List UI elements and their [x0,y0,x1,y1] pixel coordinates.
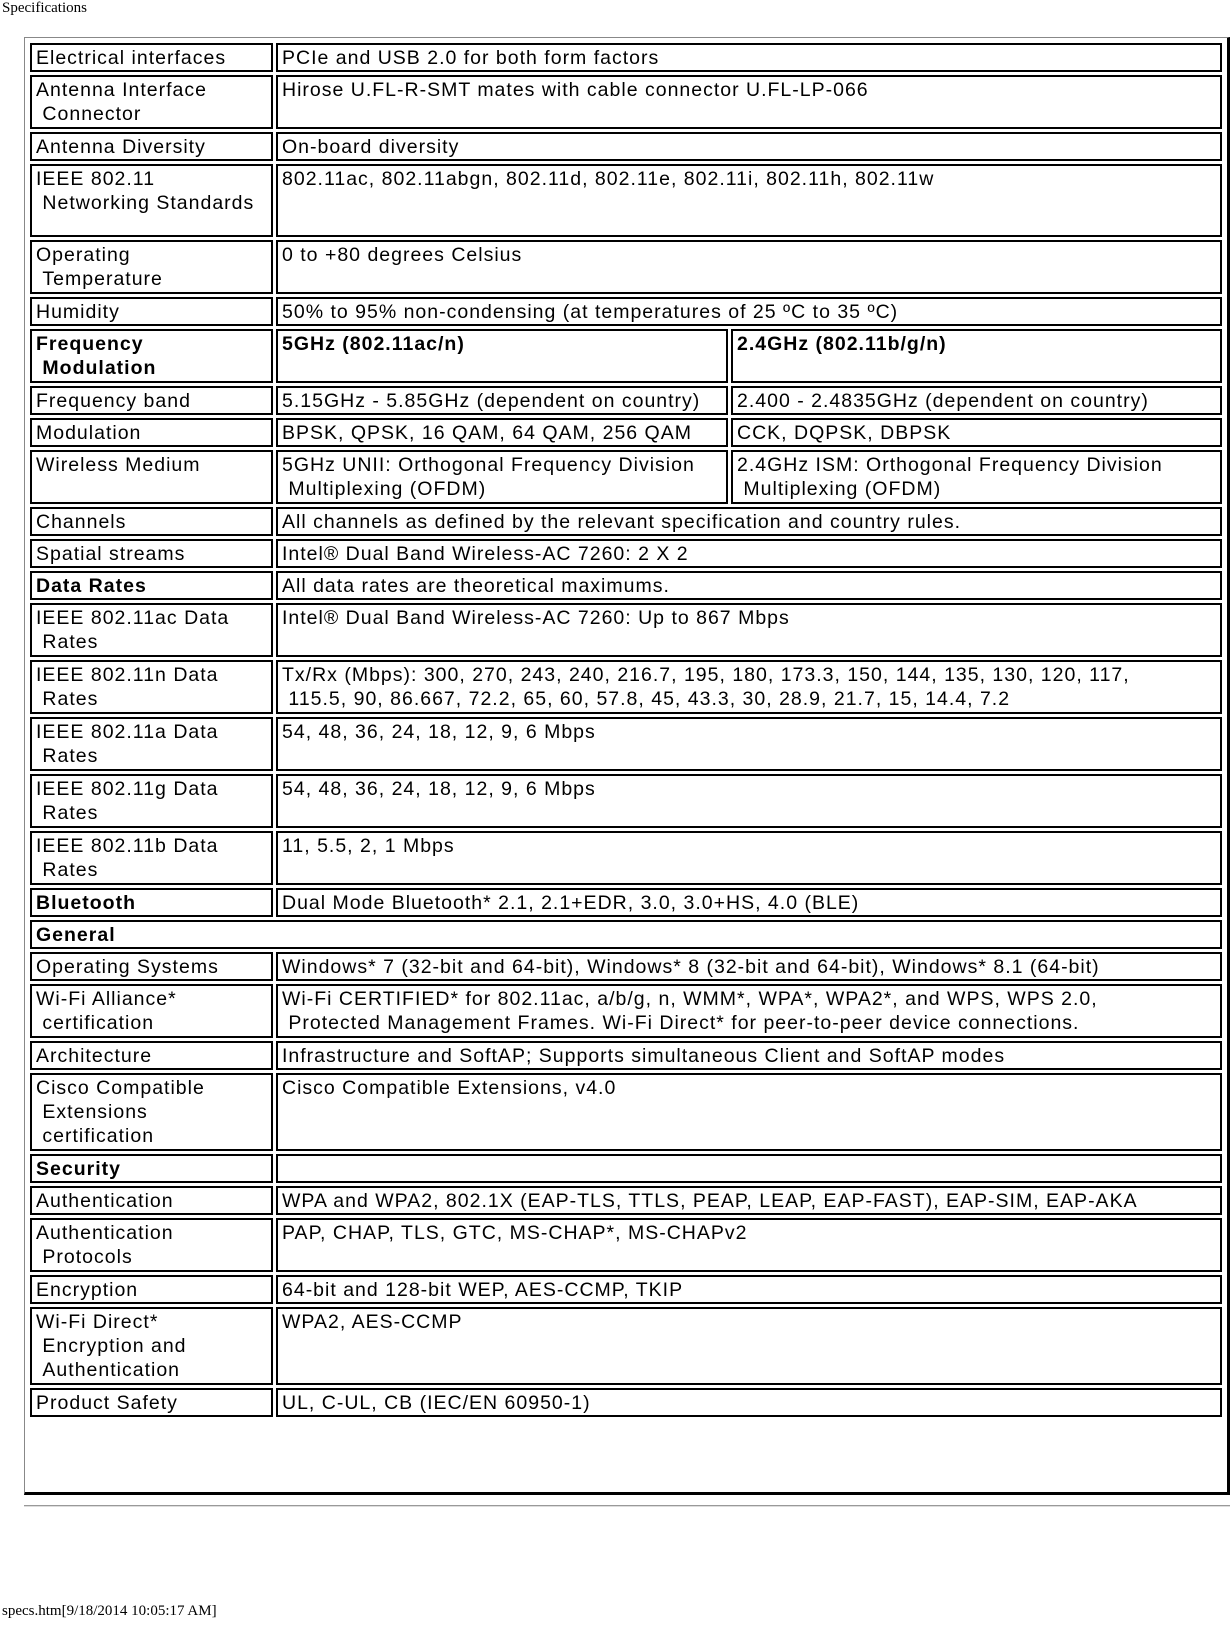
spec-label: IEEE 802.11g Data Rates [30,774,273,828]
spec-value: Infrastructure and SoftAP; Supports simultaneous Client and SoftAP modes [276,1041,1222,1070]
spec-value: Dual Mode Bluetooth* 2.1, 2.1+EDR, 3.0, 3.0+HS, 4.0 (BLE) [276,888,1222,917]
table-row [30,450,1222,504]
spec-value: 0 to +80 degrees Celsius [276,240,1222,294]
table-row [30,952,1222,981]
spec-label: Operating Systems [30,952,273,981]
spec-label: Humidity [30,297,273,326]
spec-label: Channels [30,507,273,536]
table-row [30,1041,1222,1070]
table-row [30,240,1222,294]
table-row [30,1388,1222,1417]
spec-label: Frequency Modulation [30,329,273,383]
table-row [30,831,1222,885]
spec-value: All channels as defined by the relevant specification and country rules. [276,507,1222,536]
spec-label: Authentication Protocols [30,1218,273,1272]
table-row [30,774,1222,828]
spec-label: Modulation [30,418,273,447]
spec-value: 64-bit and 128-bit WEP, AES-CCMP, TKIP [276,1275,1222,1304]
specifications-table [27,40,1225,1420]
spec-label: Product Safety [30,1388,273,1417]
table-row [30,984,1222,1038]
table-row [30,1154,1222,1183]
spec-value: UL, C-UL, CB (IEC/EN 60950-1) [276,1388,1222,1417]
spec-value-2-4ghz: CCK, DQPSK, DBPSK [731,418,1222,447]
spec-value-2-4ghz: 2.400 - 2.4835GHz (dependent on country) [731,386,1222,415]
table-row [30,1218,1222,1272]
spec-value: WPA2, AES-CCMP [276,1307,1222,1385]
table-row [30,539,1222,568]
spec-value: Cisco Compatible Extensions, v4.0 [276,1073,1222,1151]
spec-label: Encryption [30,1275,273,1304]
spec-label: Wi-Fi Alliance* certification [30,984,273,1038]
spec-value: 802.11ac, 802.11abgn, 802.11d, 802.11e, 802.11i, 802.11h, 802.11w [276,164,1222,237]
table-row [30,386,1222,415]
spec-value: Intel® Dual Band Wireless-AC 7260: 2 X 2 [276,539,1222,568]
spec-value: Tx/Rx (Mbps): 300, 270, 243, 240, 216.7, 195, 180, 173.3, 150, 144, 135, 130, 120, 117, 115.5, 90, 86.667, 72.2, 65, 60, 57.8, 45, 43.3, 30, 28.9, 21.7, 15, 14.4, 7.2 [276,660,1222,714]
spec-label: Electrical interfaces [30,43,273,72]
spec-value: Wi-Fi CERTIFIED* for 802.11ac, a/b/g, n, WMM*, WPA*, WPA2*, and WPS, WPS 2.0, Protected Management Frames. Wi-Fi Direct* for peer-to-peer device connections. [276,984,1222,1038]
table-row [30,132,1222,161]
spec-value: Hirose U.FL-R-SMT mates with cable connector U.FL-LP-066 [276,75,1222,129]
table-row [30,329,1222,383]
spec-value-5ghz: 5.15GHz - 5.85GHz (dependent on country) [276,386,728,415]
spec-value-5ghz: 5GHz UNII: Orthogonal Frequency Division Multiplexing (OFDM) [276,450,728,504]
page-title: Specifications [2,0,87,16]
table-row [30,1073,1222,1151]
spec-label: Spatial streams [30,539,273,568]
table-row [30,75,1222,129]
spec-value [276,1154,1222,1183]
spec-label: IEEE 802.11n Data Rates [30,660,273,714]
spec-value: 54, 48, 36, 24, 18, 12, 9, 6 Mbps [276,717,1222,771]
table-row [30,717,1222,771]
table-row [30,920,1222,949]
table-row [30,603,1222,657]
spec-value: All data rates are theoretical maximums. [276,571,1222,600]
section-label-data-rates: Data Rates [30,571,273,600]
table-row [30,1275,1222,1304]
spec-label: Cisco Compatible Extensions certification [30,1073,273,1151]
spec-value: PCIe and USB 2.0 for both form factors [276,43,1222,72]
table-row [30,571,1222,600]
table-row [30,1186,1222,1215]
spec-label: Authentication [30,1186,273,1215]
spec-value-5ghz: BPSK, QPSK, 16 QAM, 64 QAM, 256 QAM [276,418,728,447]
spec-value: Windows* 7 (32-bit and 64-bit), Windows* 8 (32-bit and 64-bit), Windows* 8.1 (64-bit) [276,952,1222,981]
table-row [30,888,1222,917]
spec-label: IEEE 802.11b Data Rates [30,831,273,885]
spec-value: WPA and WPA2, 802.1X (EAP-TLS, TTLS, PEAP, LEAP, EAP-FAST), EAP-SIM, EAP-AKA [276,1186,1222,1215]
section-label-security: Security [30,1154,273,1183]
spec-label: IEEE 802.11a Data Rates [30,717,273,771]
table-row [30,507,1222,536]
column-header-5ghz: 5GHz (802.11ac/n) [276,329,728,383]
spec-label: Antenna Interface Connector [30,75,273,129]
spec-value: 50% to 95% non-condensing (at temperatures of 25 ºC to 35 ºC) [276,297,1222,326]
table-row [30,1307,1222,1385]
spec-value: Intel® Dual Band Wireless-AC 7260: Up to 867 Mbps [276,603,1222,657]
spec-value: On-board diversity [276,132,1222,161]
spec-value-2-4ghz: 2.4GHz ISM: Orthogonal Frequency Division Multiplexing (OFDM) [731,450,1222,504]
spec-label: Wi-Fi Direct* Encryption and Authentication [30,1307,273,1385]
table-row [30,43,1222,72]
spec-label: IEEE 802.11 Networking Standards [30,164,273,237]
spec-label: Architecture [30,1041,273,1070]
table-row [30,660,1222,714]
page-footer-source: specs.htm[9/18/2014 10:05:17 AM] [2,1603,217,1619]
spec-label: IEEE 802.11ac Data Rates [30,603,273,657]
spec-value: 54, 48, 36, 24, 18, 12, 9, 6 Mbps [276,774,1222,828]
spec-label: Antenna Diversity [30,132,273,161]
spec-value: 11, 5.5, 2, 1 Mbps [276,831,1222,885]
column-header-2-4ghz: 2.4GHz (802.11b/g/n) [731,329,1222,383]
table-row [30,164,1222,237]
specifications-table-frame [24,37,1230,1495]
spec-value: PAP, CHAP, TLS, GTC, MS-CHAP*, MS-CHAPv2 [276,1218,1222,1272]
section-label-bluetooth: Bluetooth [30,888,273,917]
section-heading-general: General [30,920,1222,949]
spec-label: Operating Temperature [30,240,273,294]
table-row [30,418,1222,447]
horizontal-divider [24,1505,1230,1507]
spec-label: Wireless Medium [30,450,273,504]
spec-label: Frequency band [30,386,273,415]
table-row [30,297,1222,326]
